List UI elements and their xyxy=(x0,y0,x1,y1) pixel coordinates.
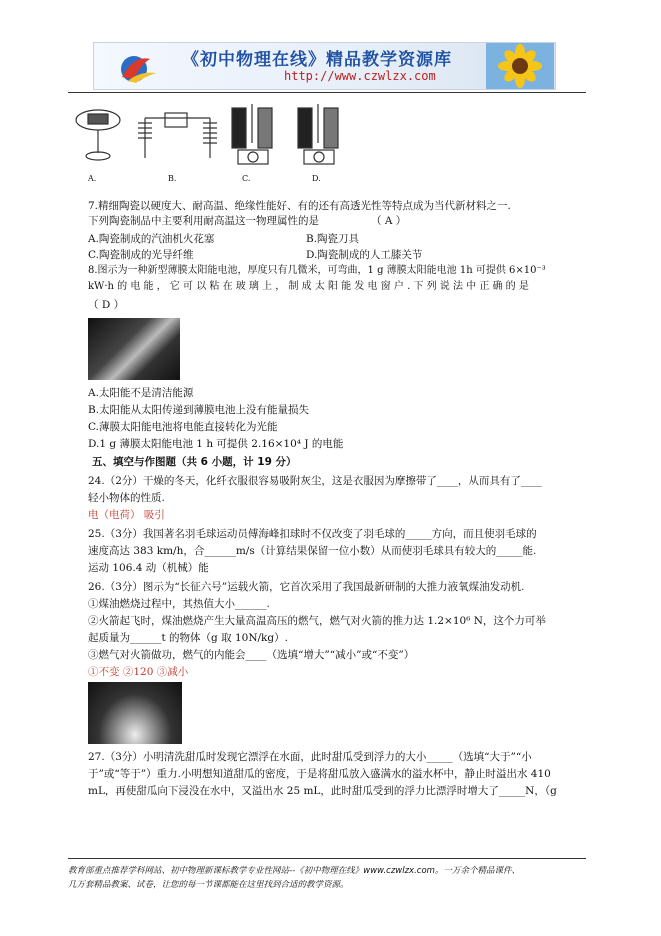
header-banner xyxy=(93,42,556,90)
thin-film-solar-cell-photo xyxy=(88,318,180,380)
q26-line3: ②火箭起飞时，煤油燃烧产生大量高温高压的燃气，燃气对火箭的推力达 1.2×10⁶ N，这个力可举 xyxy=(88,615,546,627)
q8-option-a: A.太阳能不是清洁能源 xyxy=(88,387,194,399)
q27-line1: 27.（3分）小明清洗甜瓜时发现它漂浮在水面，此时甜瓜受到浮力的大小_____（选填“大于”“小 xyxy=(88,751,532,763)
header-rule xyxy=(68,92,586,93)
q26-line5: ③燃气对火箭做功，燃气的内能会____（选填“增大”“减小”或“不变”） xyxy=(88,649,415,661)
q25-line1: 25.（3分）我国著名羽毛球运动员傅海峰扣球时不仅改变了羽毛球的_____方向，而且使羽毛球的 xyxy=(88,528,537,540)
q26-answer: ①不变 ②120 ③减小 xyxy=(88,666,189,678)
q26-line4: 起质量为______t 的物体（g 取 10N/kg）. xyxy=(88,632,288,644)
figure-label-c: C. xyxy=(242,174,251,183)
q7-line1: 7.精细陶瓷以硬度大、耐高温、绝缘性能好、有的还有高透光性等特点成为当代新材料之一. xyxy=(88,200,511,212)
q7-line2: 下列陶瓷制品中主要利用耐高温这一物理属性的是 xyxy=(88,215,319,227)
figure-strip xyxy=(60,98,360,186)
q24-answer: 电（电荷） 吸引 xyxy=(88,509,165,521)
site-logo-icon xyxy=(114,47,160,85)
rocket-launch-photo xyxy=(88,682,182,744)
q8-option-d: D.1 g 薄膜太阳能电池 1 h 可提供 2.16×10⁴ J 的电能 xyxy=(88,438,344,450)
q8-option-b: B.太阳能从太阳传递到薄膜电池上没有能量损失 xyxy=(88,404,310,416)
q27-line3: mL，再使甜瓜向下浸没在水中，又溢出水 25 mL，此时甜瓜受到的浮力比漂浮时增大了_____N，（g xyxy=(88,785,557,797)
q7-answer: （ A ） xyxy=(371,215,407,227)
footer-line2: 几万套精品教案、试卷，让您的每一节课都能在这里找到合适的教学资源。 xyxy=(68,880,349,890)
q27-line2: 于”或“等于”）重力.小明想知道甜瓜的密度，于是将甜瓜放入盛满水的溢水杯中，静止时溢出水 410 xyxy=(88,768,551,780)
q8-answer: （ D ） xyxy=(88,299,125,311)
banner-title: 《初中物理在线》精品教学资源库 xyxy=(182,50,452,70)
q24-line2: 轻小物体的性质. xyxy=(88,492,165,504)
q7-option-d: D.陶瓷制成的人工膝关节 xyxy=(306,249,423,261)
q24-line1: 24.（2分）干燥的冬天，化纤衣服很容易吸附灰尘，这是衣服因为摩擦带了____，从而具有了____ xyxy=(88,475,542,487)
q26-line1: 26.（3分）图示为“长征六号”运载火箭，它首次采用了我国最新研制的大推力液氧煤油发动机. xyxy=(88,581,525,593)
q7-option-c: C.陶瓷制成的光导纤维 xyxy=(88,249,194,261)
q8-line2: kW·h 的 电 能 ， 它 可 以 粘 在 玻 璃 上 ， 制 成 太 阳 能 发 电 窗 户 . 下 列 说 法 中 正 确 的 是 xyxy=(88,281,529,292)
footer-rule xyxy=(68,858,586,859)
figure-label-a: A. xyxy=(88,174,97,183)
q8-line1: 8.图示为一种新型薄膜太阳能电池，厚度只有几微米，可弯曲，1 g 薄膜太阳能电池 1h 可提供 6×10⁻³ xyxy=(88,265,546,276)
q25-answer: 运动 106.4 动（机械）能 xyxy=(88,562,209,574)
footer-line1: 教育部重点推荐学科网站、初中物理新课标教学专业性网站--《初中物理在线》www.czwlzx.com。一万余个精品课件、 xyxy=(68,866,520,876)
q25-line2: 速度高达 383 km/h，合______m/s（计算结果保留一位小数）从而使羽毛球具有较大的_____能. xyxy=(88,545,537,557)
figure-label-d: D. xyxy=(312,174,321,183)
q8-option-c: C.薄膜太阳能电池将电能直接转化为光能 xyxy=(88,421,278,433)
sunflower-icon xyxy=(486,43,554,89)
experiment-diagrams xyxy=(60,98,360,170)
q7-option-a: A.陶瓷制成的汽油机火花塞 xyxy=(88,233,215,245)
banner-url: http://www.czwlzx.com xyxy=(284,69,436,83)
q7-option-b: B.陶瓷刀具 xyxy=(306,233,360,245)
figure-label-b: B. xyxy=(168,174,177,183)
section-heading: 五、填空与作图题（共 6 小题，计 19 分） xyxy=(92,456,297,468)
q26-line2: ①煤油燃烧过程中，其热值大小______. xyxy=(88,598,270,610)
